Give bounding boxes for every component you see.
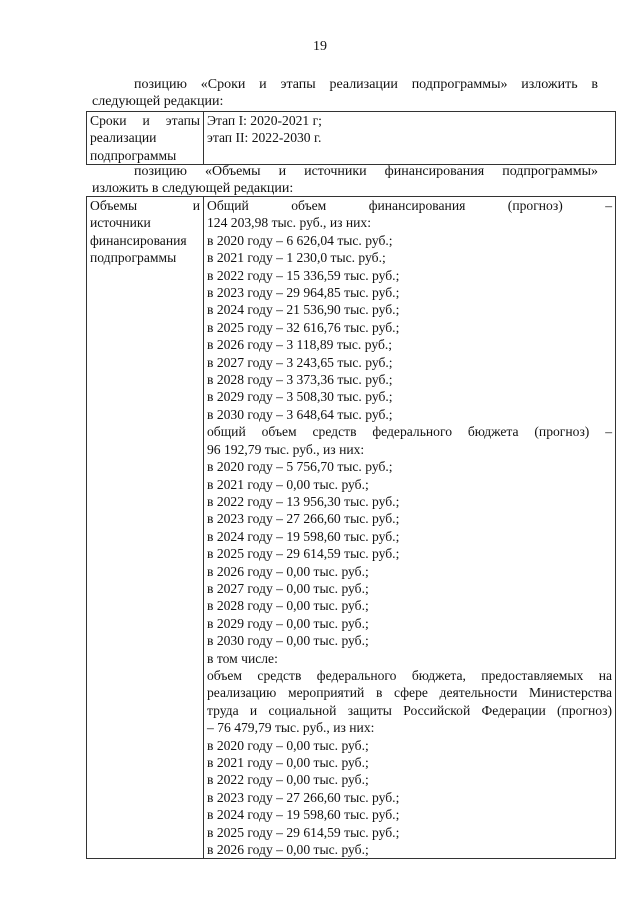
year-line: в 2028 году – 3 373,36 тыс. руб.; (207, 372, 393, 388)
label-line: финансирования (90, 232, 187, 248)
intro-line: позицию «Сроки и этапы реализации подпрограммы» изложить в (134, 77, 598, 92)
year-line: в 2024 году – 19 598,60 тыс. руб.; (207, 528, 400, 544)
label-line: реализации (90, 130, 157, 146)
stages-table (86, 111, 616, 165)
year-line: в 2020 году – 0,00 тыс. руб.; (207, 737, 369, 753)
intro-line: следующей редакции: (92, 94, 224, 109)
ministry-text-line: реализацию мероприятий в сфере деятельности Министерства (207, 685, 612, 701)
year-line: в 2025 году – 29 614,59 тыс. руб.; (207, 546, 400, 562)
year-line: в 2021 году – 1 230,0 тыс. руб.; (207, 250, 386, 266)
year-line: в 2030 году – 3 648,64 тыс. руб.; (207, 406, 393, 422)
year-line: в 2024 году – 21 536,90 тыс. руб.; (207, 302, 400, 318)
year-line: в 2022 году – 0,00 тыс. руб.; (207, 772, 369, 788)
stages-label-cell (87, 112, 204, 165)
year-line: в 2027 году – 0,00 тыс. руб.; (207, 580, 369, 596)
label-line: подпрограммы (90, 250, 177, 266)
page-number: 19 (313, 39, 327, 54)
year-line: в 2022 году – 15 336,59 тыс. руб.; (207, 267, 400, 283)
including-label: в том числе: (207, 650, 278, 666)
year-line: в 2023 году – 27 266,60 тыс. руб.; (207, 789, 400, 805)
total-header: Общий объем финансирования (прогноз) – (207, 198, 612, 213)
year-line: в 2025 году – 29 614,59 тыс. руб.; (207, 824, 400, 840)
funding-value-cell (204, 197, 616, 859)
label-line: подпрограммы (90, 147, 177, 163)
year-line: в 2026 году – 3 118,89 тыс. руб.; (207, 337, 393, 353)
year-line: в 2021 году – 0,00 тыс. руб.; (207, 476, 369, 492)
label-line: Объемы и (90, 198, 200, 213)
intro-paragraph-funding (92, 163, 598, 197)
year-line: в 2026 году – 0,00 тыс. руб.; (207, 842, 369, 858)
label-line: Сроки и этапы (90, 113, 200, 128)
federal-header: общий объем средств федерального бюджета (прогноз) – (207, 424, 612, 440)
year-line: в 2021 году – 0,00 тыс. руб.; (207, 755, 369, 770)
year-line: в 2025 году – 32 616,76 тыс. руб.; (207, 319, 400, 335)
year-line: в 2026 году – 0,00 тыс. руб.; (207, 563, 369, 579)
federal-amount: 96 192,79 тыс. руб., из них: (207, 441, 365, 457)
year-line: в 2027 году – 3 243,65 тыс. руб.; (207, 354, 393, 370)
intro-paragraph-stages (92, 76, 598, 110)
year-line: в 2029 году – 3 508,30 тыс. руб.; (207, 389, 393, 405)
stages-value-cell (204, 112, 616, 165)
table-row (87, 112, 616, 165)
ministry-text-line: объем средств федерального бюджета, предоставляемых на (207, 667, 612, 683)
intro-line: позицию «Объемы и источники финансирования подпрограммы» (134, 164, 598, 179)
funding-label-cell (87, 197, 204, 859)
year-line: в 2022 году – 13 956,30 тыс. руб.; (207, 493, 400, 509)
year-line: в 2020 году – 6 626,04 тыс. руб.; (207, 232, 393, 248)
ministry-text-line: труда и социальной защиты Российской Федерации (прогноз) (207, 702, 612, 718)
year-line: в 2028 году – 0,00 тыс. руб.; (207, 598, 369, 614)
year-line: в 2023 году – 27 266,60 тыс. руб.; (207, 511, 400, 527)
funding-table (86, 196, 616, 859)
label-line: источники (90, 215, 151, 231)
year-line: в 2020 году – 5 756,70 тыс. руб.; (207, 459, 393, 475)
intro-line: изложить в следующей редакции: (92, 181, 294, 196)
year-line: в 2030 году – 0,00 тыс. руб.; (207, 633, 369, 649)
ministry-text-line: – 76 479,79 тыс. руб., из них: (207, 720, 375, 736)
year-line: в 2024 году – 19 598,60 тыс. руб.; (207, 807, 400, 823)
stage-line: этап II: 2022-2030 г. (207, 130, 322, 146)
year-line: в 2023 году – 29 964,85 тыс. руб.; (207, 285, 400, 301)
year-line: в 2029 году – 0,00 тыс. руб.; (207, 615, 369, 631)
table-row (87, 197, 616, 859)
stage-line: Этап I: 2020-2021 г; (207, 113, 322, 128)
total-amount: 124 203,98 тыс. руб., из них: (207, 215, 371, 231)
